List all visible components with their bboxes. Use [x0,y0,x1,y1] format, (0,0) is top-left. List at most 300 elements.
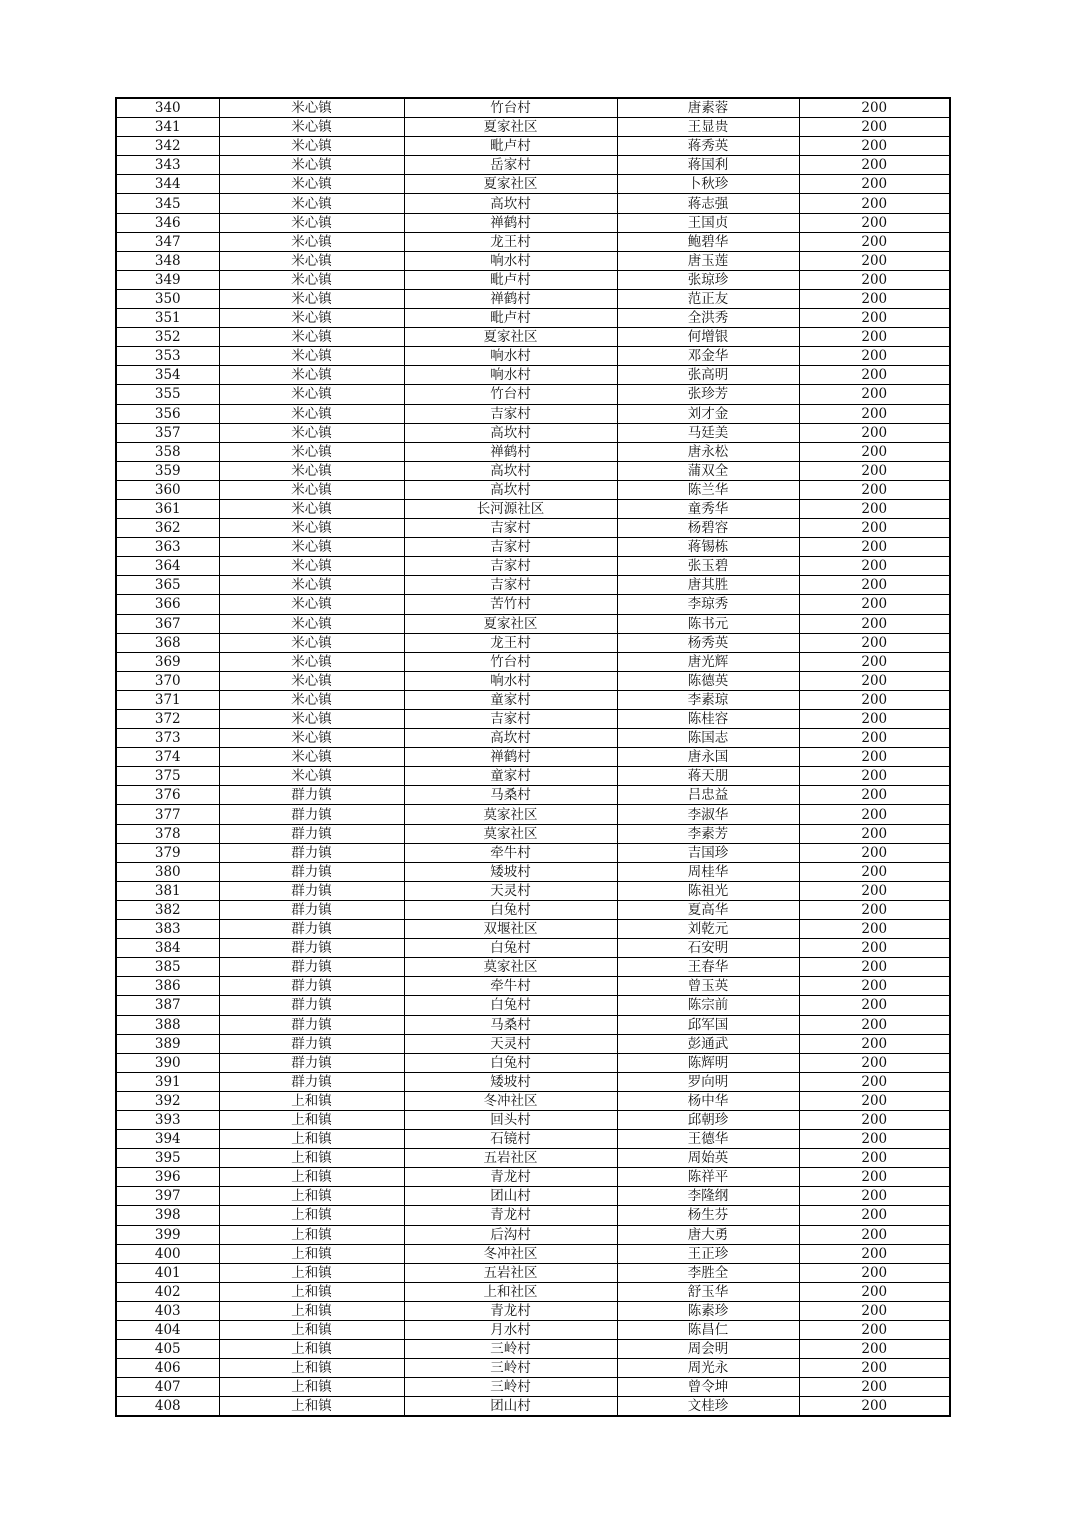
table-row [116,862,950,881]
village-cell: 吉家村 [404,538,617,557]
amount-cell: 200 [799,1225,950,1244]
amount-cell: 200 [799,595,950,614]
row-number-cell: 400 [116,1244,219,1263]
town-cell: 米心镇 [219,480,404,499]
town-cell: 米心镇 [219,289,404,308]
town-cell: 群力镇 [219,862,404,881]
table-row [116,729,950,748]
name-cell: 邓金华 [617,347,799,366]
name-cell: 彭通武 [617,1034,799,1053]
amount-cell: 200 [799,1072,950,1091]
row-number-cell: 404 [116,1321,219,1340]
row-number-cell: 342 [116,137,219,156]
row-number-cell: 345 [116,194,219,213]
village-cell: 禅鹤村 [404,442,617,461]
amount-cell: 200 [799,843,950,862]
village-cell: 青龙村 [404,1301,617,1320]
table-row [116,232,950,251]
name-cell: 陈宗前 [617,996,799,1015]
row-number-cell: 390 [116,1053,219,1072]
amount-cell: 200 [799,710,950,729]
row-number-cell: 366 [116,595,219,614]
amount-cell: 200 [799,1263,950,1282]
name-cell: 王正珍 [617,1244,799,1263]
name-cell: 王春华 [617,958,799,977]
amount-cell: 200 [799,1244,950,1263]
town-cell: 群力镇 [219,786,404,805]
table-row [116,1168,950,1187]
town-cell: 上和镇 [219,1225,404,1244]
name-cell: 鲍碧华 [617,232,799,251]
amount-cell: 200 [799,480,950,499]
name-cell: 杨碧容 [617,519,799,538]
name-cell: 陈兰华 [617,480,799,499]
village-cell: 白兔村 [404,939,617,958]
town-cell: 米心镇 [219,309,404,328]
village-cell: 团山村 [404,1187,617,1206]
amount-cell: 200 [799,748,950,767]
amount-cell: 200 [799,118,950,137]
amount-cell: 200 [799,1340,950,1359]
table-row [116,156,950,175]
village-cell: 禅鹤村 [404,748,617,767]
name-cell: 唐永松 [617,442,799,461]
village-cell: 响水村 [404,251,617,270]
table-row [116,98,950,118]
table-row [116,805,950,824]
town-cell: 上和镇 [219,1321,404,1340]
row-number-cell: 356 [116,404,219,423]
table-row [116,480,950,499]
village-cell: 三岭村 [404,1359,617,1378]
amount-cell: 200 [799,1110,950,1129]
table-row [116,213,950,232]
amount-cell: 200 [799,767,950,786]
name-cell: 张玉碧 [617,557,799,576]
name-cell: 杨秀英 [617,633,799,652]
town-cell: 米心镇 [219,576,404,595]
town-cell: 米心镇 [219,614,404,633]
row-number-cell: 357 [116,423,219,442]
village-cell: 冬冲社区 [404,1091,617,1110]
table-row [116,1301,950,1320]
amount-cell: 200 [799,499,950,518]
town-cell: 米心镇 [219,366,404,385]
village-cell: 夏家社区 [404,118,617,137]
town-cell: 群力镇 [219,996,404,1015]
amount-cell: 200 [799,1015,950,1034]
amount-cell: 200 [799,614,950,633]
town-cell: 群力镇 [219,1034,404,1053]
town-cell: 米心镇 [219,251,404,270]
row-number-cell: 353 [116,347,219,366]
village-cell: 五岩社区 [404,1149,617,1168]
table-row [116,710,950,729]
village-cell: 长河源社区 [404,499,617,518]
row-number-cell: 346 [116,213,219,232]
row-number-cell: 395 [116,1149,219,1168]
name-cell: 杨生芬 [617,1206,799,1225]
name-cell: 陈国志 [617,729,799,748]
amount-cell: 200 [799,576,950,595]
row-number-cell: 352 [116,328,219,347]
amount-cell: 200 [799,1168,950,1187]
amount-cell: 200 [799,1378,950,1397]
village-cell: 马桑村 [404,1015,617,1034]
name-cell: 唐永国 [617,748,799,767]
row-number-cell: 397 [116,1187,219,1206]
name-cell: 唐其胜 [617,576,799,595]
village-cell: 吉家村 [404,557,617,576]
name-cell: 唐玉莲 [617,251,799,270]
row-number-cell: 392 [116,1091,219,1110]
town-cell: 米心镇 [219,671,404,690]
amount-cell: 200 [799,194,950,213]
row-number-cell: 402 [116,1282,219,1301]
table-row [116,920,950,939]
town-cell: 米心镇 [219,538,404,557]
town-cell: 米心镇 [219,652,404,671]
town-cell: 米心镇 [219,557,404,576]
town-cell: 米心镇 [219,710,404,729]
row-number-cell: 377 [116,805,219,824]
name-cell: 蒋国利 [617,156,799,175]
amount-cell: 200 [799,175,950,194]
town-cell: 群力镇 [219,939,404,958]
table-row [116,1072,950,1091]
row-number-cell: 388 [116,1015,219,1034]
row-number-cell: 349 [116,270,219,289]
town-cell: 群力镇 [219,1072,404,1091]
row-number-cell: 350 [116,289,219,308]
village-cell: 上和社区 [404,1282,617,1301]
name-cell: 蒋锡栋 [617,538,799,557]
village-cell: 莫家社区 [404,824,617,843]
row-number-cell: 380 [116,862,219,881]
amount-cell: 200 [799,996,950,1015]
table-row [116,1282,950,1301]
row-number-cell: 396 [116,1168,219,1187]
table-row [116,1397,950,1417]
name-cell: 舒玉华 [617,1282,799,1301]
name-cell: 李胜全 [617,1263,799,1282]
name-cell: 曾玉英 [617,977,799,996]
village-cell: 竹台村 [404,98,617,118]
name-cell: 李素琼 [617,690,799,709]
name-cell: 张高明 [617,366,799,385]
village-cell: 双堰社区 [404,920,617,939]
row-number-cell: 393 [116,1110,219,1129]
town-cell: 米心镇 [219,499,404,518]
town-cell: 米心镇 [219,729,404,748]
amount-cell: 200 [799,519,950,538]
row-number-cell: 355 [116,385,219,404]
village-cell: 龙王村 [404,633,617,652]
village-cell: 高坎村 [404,461,617,480]
town-cell: 群力镇 [219,977,404,996]
village-cell: 夏家社区 [404,175,617,194]
village-cell: 三岭村 [404,1378,617,1397]
table-row [116,423,950,442]
village-cell: 牵牛村 [404,977,617,996]
town-cell: 米心镇 [219,748,404,767]
row-number-cell: 398 [116,1206,219,1225]
roster-table [115,97,951,1417]
row-number-cell: 381 [116,881,219,900]
table-row [116,690,950,709]
row-number-cell: 394 [116,1130,219,1149]
table-row [116,461,950,480]
town-cell: 上和镇 [219,1244,404,1263]
name-cell: 陈昌仁 [617,1321,799,1340]
row-number-cell: 386 [116,977,219,996]
village-cell: 竹台村 [404,385,617,404]
table-row [116,786,950,805]
table-row [116,996,950,1015]
village-cell: 五岩社区 [404,1263,617,1282]
town-cell: 群力镇 [219,958,404,977]
name-cell: 卜秋珍 [617,175,799,194]
town-cell: 米心镇 [219,767,404,786]
row-number-cell: 340 [116,98,219,118]
amount-cell: 200 [799,557,950,576]
row-number-cell: 362 [116,519,219,538]
village-cell: 天灵村 [404,1034,617,1053]
table-row [116,958,950,977]
village-cell: 月水村 [404,1321,617,1340]
town-cell: 上和镇 [219,1091,404,1110]
table-row [116,1225,950,1244]
row-number-cell: 368 [116,633,219,652]
row-number-cell: 408 [116,1397,219,1417]
row-number-cell: 401 [116,1263,219,1282]
amount-cell: 200 [799,1034,950,1053]
name-cell: 李琼秀 [617,595,799,614]
town-cell: 米心镇 [219,633,404,652]
town-cell: 米心镇 [219,347,404,366]
name-cell: 陈辉明 [617,1053,799,1072]
table-row [116,289,950,308]
table-row [116,767,950,786]
row-number-cell: 359 [116,461,219,480]
row-number-cell: 406 [116,1359,219,1378]
village-cell: 白兔村 [404,900,617,919]
town-cell: 上和镇 [219,1378,404,1397]
name-cell: 李素芳 [617,824,799,843]
village-cell: 冬冲社区 [404,1244,617,1263]
town-cell: 米心镇 [219,385,404,404]
town-cell: 米心镇 [219,194,404,213]
village-cell: 夏家社区 [404,328,617,347]
name-cell: 范正友 [617,289,799,308]
amount-cell: 200 [799,1149,950,1168]
amount-cell: 200 [799,1321,950,1340]
table-row [116,1244,950,1263]
town-cell: 群力镇 [219,1053,404,1072]
village-cell: 禅鹤村 [404,289,617,308]
table-row [116,1091,950,1110]
row-number-cell: 387 [116,996,219,1015]
town-cell: 米心镇 [219,423,404,442]
town-cell: 群力镇 [219,920,404,939]
town-cell: 米心镇 [219,690,404,709]
amount-cell: 200 [799,920,950,939]
table-row [116,404,950,423]
amount-cell: 200 [799,1397,950,1417]
row-number-cell: 373 [116,729,219,748]
name-cell: 石安明 [617,939,799,958]
amount-cell: 200 [799,958,950,977]
town-cell: 米心镇 [219,461,404,480]
village-cell: 青龙村 [404,1206,617,1225]
name-cell: 周桂华 [617,862,799,881]
amount-cell: 200 [799,671,950,690]
village-cell: 毗卢村 [404,309,617,328]
name-cell: 刘乾元 [617,920,799,939]
village-cell: 莫家社区 [404,958,617,977]
town-cell: 米心镇 [219,270,404,289]
amount-cell: 200 [799,862,950,881]
village-cell: 高坎村 [404,423,617,442]
name-cell: 王显贵 [617,118,799,137]
town-cell: 米心镇 [219,442,404,461]
village-cell: 团山村 [404,1397,617,1417]
name-cell: 唐素蓉 [617,98,799,118]
village-cell: 高坎村 [404,480,617,499]
amount-cell: 200 [799,633,950,652]
name-cell: 王德华 [617,1130,799,1149]
row-number-cell: 384 [116,939,219,958]
town-cell: 米心镇 [219,98,404,118]
amount-cell: 200 [799,690,950,709]
village-cell: 毗卢村 [404,137,617,156]
amount-cell: 200 [799,366,950,385]
row-number-cell: 407 [116,1378,219,1397]
table-row [116,748,950,767]
amount-cell: 200 [799,251,950,270]
name-cell: 邱朝珍 [617,1110,799,1129]
table-row [116,175,950,194]
town-cell: 上和镇 [219,1301,404,1320]
town-cell: 上和镇 [219,1282,404,1301]
town-cell: 上和镇 [219,1130,404,1149]
village-cell: 苦竹村 [404,595,617,614]
table-row [116,1130,950,1149]
row-number-cell: 374 [116,748,219,767]
name-cell: 王国贞 [617,213,799,232]
table-row [116,519,950,538]
town-cell: 米心镇 [219,213,404,232]
amount-cell: 200 [799,824,950,843]
table-row [116,1263,950,1282]
town-cell: 群力镇 [219,843,404,862]
amount-cell: 200 [799,328,950,347]
table-row [116,499,950,518]
table-row [116,881,950,900]
table-row [116,1321,950,1340]
row-number-cell: 354 [116,366,219,385]
town-cell: 上和镇 [219,1149,404,1168]
town-cell: 米心镇 [219,595,404,614]
amount-cell: 200 [799,98,950,118]
name-cell: 陈桂容 [617,710,799,729]
town-cell: 米心镇 [219,328,404,347]
row-number-cell: 344 [116,175,219,194]
village-cell: 吉家村 [404,710,617,729]
amount-cell: 200 [799,805,950,824]
table-row [116,939,950,958]
name-cell: 吕忠益 [617,786,799,805]
name-cell: 李隆纲 [617,1187,799,1206]
name-cell: 刘才金 [617,404,799,423]
village-cell: 白兔村 [404,1053,617,1072]
name-cell: 吉国珍 [617,843,799,862]
table-row [116,366,950,385]
row-number-cell: 348 [116,251,219,270]
village-cell: 响水村 [404,366,617,385]
amount-cell: 200 [799,1187,950,1206]
town-cell: 群力镇 [219,805,404,824]
row-number-cell: 375 [116,767,219,786]
row-number-cell: 383 [116,920,219,939]
village-cell: 矮坡村 [404,862,617,881]
row-number-cell: 389 [116,1034,219,1053]
table-row [116,1340,950,1359]
table-row [116,251,950,270]
village-cell: 吉家村 [404,404,617,423]
name-cell: 陈祥平 [617,1168,799,1187]
village-cell: 岳家村 [404,156,617,175]
amount-cell: 200 [799,213,950,232]
row-number-cell: 399 [116,1225,219,1244]
amount-cell: 200 [799,881,950,900]
village-cell: 龙王村 [404,232,617,251]
village-cell: 牵牛村 [404,843,617,862]
village-cell: 高坎村 [404,194,617,213]
name-cell: 周会明 [617,1340,799,1359]
table-row [116,442,950,461]
row-number-cell: 361 [116,499,219,518]
row-number-cell: 379 [116,843,219,862]
town-cell: 上和镇 [219,1110,404,1129]
town-cell: 米心镇 [219,519,404,538]
town-cell: 米心镇 [219,404,404,423]
table-row [116,652,950,671]
amount-cell: 200 [799,309,950,328]
amount-cell: 200 [799,1206,950,1225]
village-cell: 矮坡村 [404,1072,617,1091]
amount-cell: 200 [799,156,950,175]
row-number-cell: 385 [116,958,219,977]
row-number-cell: 405 [116,1340,219,1359]
row-number-cell: 358 [116,442,219,461]
village-cell: 三岭村 [404,1340,617,1359]
name-cell: 张琼珍 [617,270,799,289]
amount-cell: 200 [799,786,950,805]
village-cell: 青龙村 [404,1168,617,1187]
amount-cell: 200 [799,423,950,442]
name-cell: 杨中华 [617,1091,799,1110]
name-cell: 陈德英 [617,671,799,690]
amount-cell: 200 [799,137,950,156]
table-row [116,309,950,328]
town-cell: 上和镇 [219,1340,404,1359]
row-number-cell: 365 [116,576,219,595]
table-row [116,1359,950,1378]
table-row [116,633,950,652]
row-number-cell: 347 [116,232,219,251]
village-cell: 竹台村 [404,652,617,671]
